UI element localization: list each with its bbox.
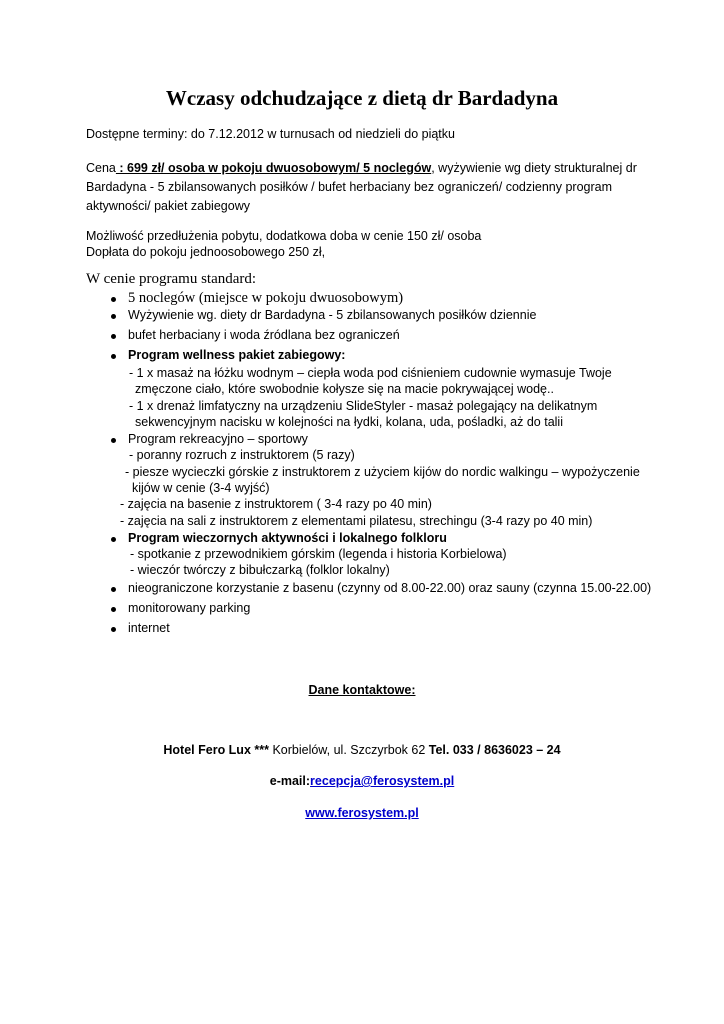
price-rest: , wyżywienie wg diety strukturalnej dr: [431, 161, 637, 175]
contact-heading: Dane kontaktowe:: [308, 683, 416, 697]
hotel-address: Korbielów, ul. Szczyrbok 62: [268, 743, 429, 757]
website-link[interactable]: www.ferosystem.pl: [305, 806, 419, 820]
single-room-info: Dopłata do pokoju jednoosobowego 250 zł,: [86, 245, 326, 259]
rekreacja-sub-line: kijów w cenie (3-4 wyjść): [132, 481, 270, 495]
bullet-icon: [111, 314, 116, 319]
list-item-bufet: bufet herbaciany i woda źródlana bez ograniczeń: [128, 328, 400, 342]
wellness-sub-line: - 1 x drenaż limfatyczny na urządzeniu SlideStyler - masaż polegający na delikatnym: [129, 399, 598, 413]
available-terms: Dostępne terminy: do 7.12.2012 w turnusach od niedzieli do piątku: [86, 127, 455, 141]
wellness-sub-line: - 1 x masaż na łóżku wodnym – ciepła woda pod ciśnieniem cudownie wymasuje Twoje: [129, 366, 612, 380]
wieczorny-sub-line: - wieczór twórczy z bibułczarką (folklor lokalny): [130, 563, 390, 577]
list-item-wellness: Program wellness pakiet zabiegowy:: [128, 348, 346, 362]
price-line-3: aktywności/ pakiet zabiegowy: [86, 199, 250, 213]
list-item-rekreacja: Program rekreacyjno – sportowy: [128, 432, 308, 446]
list-item-parking: monitorowany parking: [128, 601, 251, 615]
price-line-2: Bardadyna - 5 zbilansowanych posiłków / bufet herbaciany bez ograniczeń/ codzienny program: [86, 180, 612, 194]
price-highlight: : 699 zł/ osoba w pokoju dwuosobowym/ 5 noclegów: [115, 161, 432, 175]
hotel-line: [0, 743, 724, 757]
bullet-icon: [111, 297, 116, 302]
bullet-icon: [111, 627, 116, 632]
rekreacja-sub-line: - piesze wycieczki górskie z instruktorem z użyciem kijów do nordic walkingu – wypożyczenie: [125, 465, 640, 479]
bullet-icon: [111, 537, 116, 542]
wieczorny-sub-line: - spotkanie z przewodnikiem górskim (legenda i historia Korbielowa): [130, 547, 507, 561]
rekreacja-sub-line: - poranny rozruch z instruktorem (5 razy): [129, 448, 355, 462]
price-prefix: Cena: [86, 161, 116, 175]
hotel-phone: Tel. 033 / 8636023 – 24: [428, 743, 561, 757]
email-line: [0, 774, 724, 788]
bullet-icon: [111, 587, 116, 592]
rekreacja-sub-line: - zajęcia na basenie z instruktorem ( 3-4 razy po 40 min): [120, 497, 432, 511]
page-title: Wczasy odchudzające z dietą dr Bardadyna: [165, 86, 559, 110]
bullet-icon: [111, 334, 116, 339]
list-item-nights: 5 noclegów (miejsce w pokoju dwuosobowym): [128, 290, 404, 306]
bullet-icon: [111, 607, 116, 612]
price-line-1: [86, 161, 637, 175]
list-item-basen: nieograniczone korzystanie z basenu (czynny od 8.00-22.00) oraz sauny (czynna 15.00-22.00): [128, 581, 652, 595]
hotel-name: Hotel Fero Lux ***: [163, 743, 269, 757]
list-item-internet: internet: [128, 621, 170, 635]
wellness-sub-line: sekwencyjnym nacisku w kolejności na łydki, kolana, uda, pośladki, aż do talii: [135, 415, 563, 429]
email-label: e-mail:: [269, 774, 311, 788]
email-link[interactable]: recepcja@ferosystem.pl: [310, 774, 455, 788]
list-item-wieczorny: Program wieczornych aktywności i lokalnego folkloru: [128, 531, 447, 545]
list-item-diet: Wyżywienie wg. diety dr Bardadyna - 5 zbilansowanych posiłków dziennie: [128, 308, 537, 322]
bullet-icon: [111, 438, 116, 443]
wellness-sub-line: zmęczone ciało, które swobodnie kołysze się na macie pokrywającej wodę..: [135, 382, 554, 396]
website-line: [0, 806, 724, 820]
rekreacja-sub-line: - zajęcia na sali z instruktorem z elementami pilatesu, strechingu (3-4 razy po 40 min): [120, 514, 593, 528]
program-heading: W cenie programu standard:: [86, 271, 257, 287]
bullet-icon: [111, 354, 116, 359]
extension-info: Możliwość przedłużenia pobytu, dodatkowa doba w cenie 150 zł/ osoba: [86, 229, 482, 243]
